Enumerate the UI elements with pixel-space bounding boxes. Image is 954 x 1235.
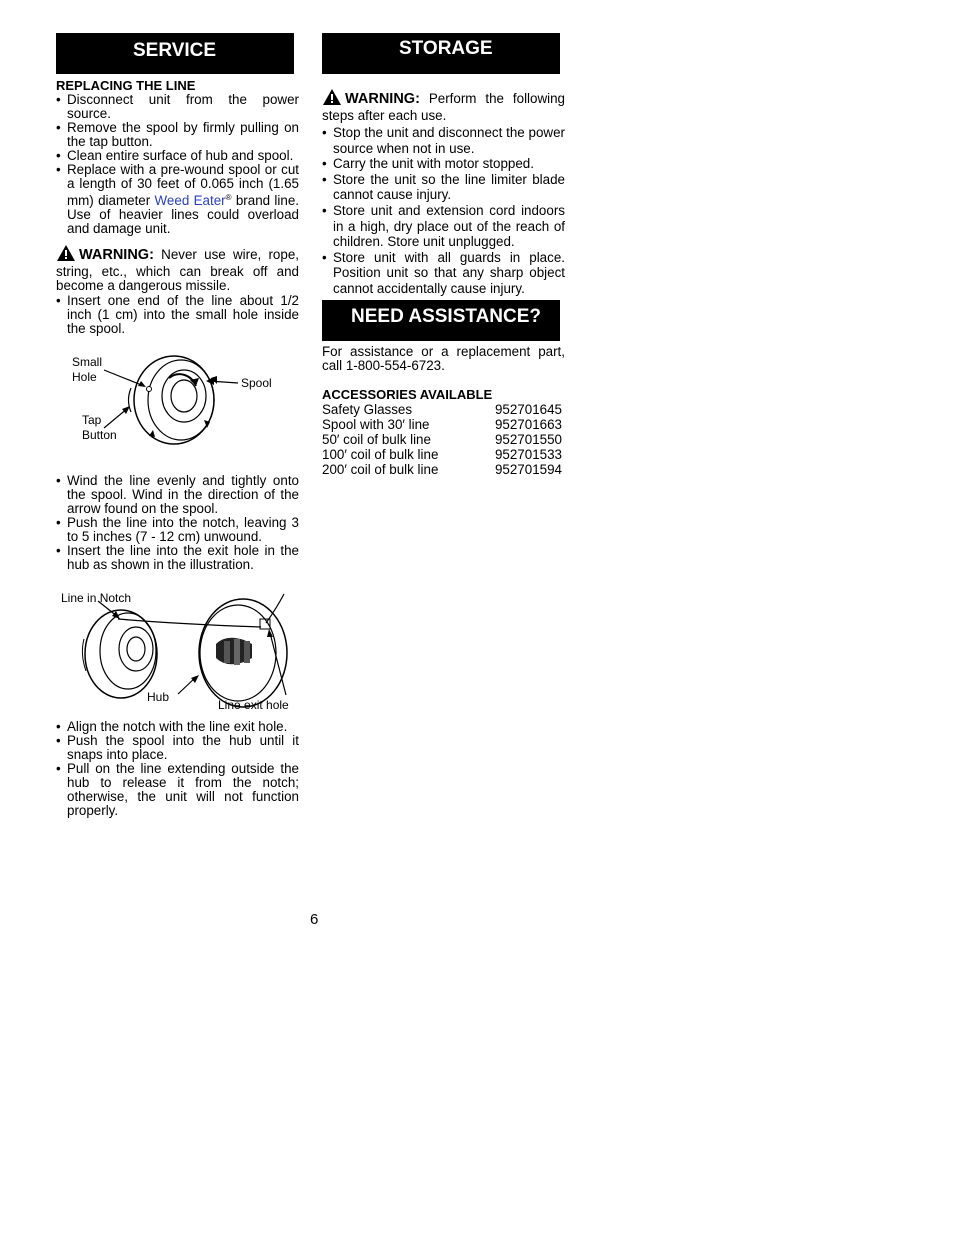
list-item: • Stop the unit and disconnect the power source when not in use.	[322, 125, 565, 156]
accessory-name: Safety Glasses	[322, 401, 413, 417]
weed-eater-link[interactable]: Weed Eater	[154, 193, 226, 208]
assistance-text: For assistance or a replacement part, call 1-800-554-6723.	[322, 343, 565, 373]
replace-text-post: brand line. Use of heavier lines could overload and damage unit.	[67, 193, 299, 236]
warning-text: Perform the following steps after each use.	[322, 91, 565, 123]
list-item: • Push the spool into the hub until it snaps into place.	[56, 734, 299, 762]
accessory-part: 952701663	[494, 416, 562, 432]
need-assistance-title: NEED ASSISTANCE?	[351, 305, 542, 327]
accessory-row	[322, 462, 562, 477]
accessory-part: 952701594	[494, 462, 562, 478]
list-item: • Remove the spool by firmly pulling on the tap button.	[56, 121, 299, 149]
accessories-list	[322, 402, 565, 478]
service-steps-list-1	[56, 93, 299, 236]
accessory-row	[322, 432, 562, 447]
hub-spool-illustration	[56, 589, 299, 719]
registered-mark: ®	[225, 193, 232, 202]
service-title: SERVICE	[133, 40, 217, 61]
accessory-part: 952701550	[494, 431, 562, 447]
list-item: • Pull on the line extending outside the hub to release it from the notch; otherwise, the unit will not function properly.	[56, 762, 299, 818]
need-assistance-banner	[322, 300, 560, 341]
page-number: 6	[310, 911, 319, 928]
service-warning	[56, 244, 299, 293]
warning-triangle-icon	[322, 88, 342, 109]
list-item: • Insert one end of the line about 1/2 inch (1 cm) into the small hole inside the spool.	[56, 294, 299, 336]
accessory-name: Spool with 30′ line	[322, 416, 430, 432]
hub-label: Hub	[147, 690, 170, 704]
storage-warning	[322, 88, 565, 123]
warning-triangle-icon	[56, 244, 76, 265]
service-banner	[56, 33, 294, 74]
list-item	[56, 163, 299, 236]
storage-steps-list	[322, 125, 565, 297]
list-item: • Store the unit so the line limiter blade cannot cause injury.	[322, 172, 565, 203]
list-item: • Carry the unit with motor stopped.	[322, 156, 565, 172]
accessory-part: 952701645	[494, 401, 562, 417]
list-item: • Clean entire surface of hub and spool.	[56, 149, 299, 163]
accessories-heading: ACCESSORIES AVAILABLE	[322, 386, 493, 402]
list-item: • Align the notch with the line exit hole.	[56, 720, 299, 734]
service-column	[56, 33, 299, 818]
storage-title: STORAGE	[399, 38, 493, 59]
small-hole-label: Small	[72, 355, 103, 369]
list-item: • Disconnect unit from the power source.	[56, 93, 299, 121]
service-steps-list-2	[56, 294, 299, 336]
warning-label: WARNING:	[79, 247, 154, 263]
accessory-row	[322, 447, 562, 462]
accessory-name: 50′ coil of bulk line	[322, 431, 431, 447]
spool-label: Spool	[241, 376, 272, 390]
replace-text-pre: Replace with a pre-wound spool or cut a length of 30 feet of 0.065 inch (1.65 mm) diameter	[67, 162, 299, 208]
storage-column	[322, 33, 565, 478]
line-in-notch-label: Line in Notch	[61, 591, 132, 605]
line-exit-hole-label: Line exit hole	[218, 698, 289, 712]
small-hole-label-2: Hole	[72, 370, 97, 384]
spool-illustration	[56, 348, 299, 468]
service-steps-list-3	[56, 474, 299, 572]
list-item: • Insert the line into the exit hole in the hub as shown in the illustration.	[56, 544, 299, 572]
accessory-name: 200′ coil of bulk line	[322, 462, 439, 478]
accessory-part: 952701533	[494, 447, 562, 463]
list-item: • Wind the line evenly and tightly onto the spool. Wind in the direction of the arrow found on the spool.	[56, 474, 299, 516]
warning-label: WARNING:	[345, 91, 420, 107]
list-item: • Store unit with all guards in place. Position unit so that any sharp object cannot accidentally cause injury.	[322, 250, 565, 297]
accessory-row	[322, 417, 562, 432]
storage-banner	[322, 33, 560, 74]
list-item: • Push the line into the notch, leaving 3 to 5 inches (7 - 12 cm) unwound.	[56, 516, 299, 544]
replacing-line-heading: REPLACING THE LINE	[56, 78, 196, 93]
list-item: • Store unit and extension cord indoors in a high, dry place out of the reach of children. Store unit unplugged.	[322, 203, 565, 250]
service-steps-list-4	[56, 720, 299, 818]
warning-text: Never use wire, rope, string, etc., which can break off and become a dangerous missile.	[56, 247, 299, 293]
accessory-row	[322, 402, 562, 417]
accessory-name: 100′ coil of bulk line	[322, 447, 439, 463]
tap-button-label: Tap	[82, 413, 102, 427]
tap-button-label-2: Button	[82, 428, 117, 442]
